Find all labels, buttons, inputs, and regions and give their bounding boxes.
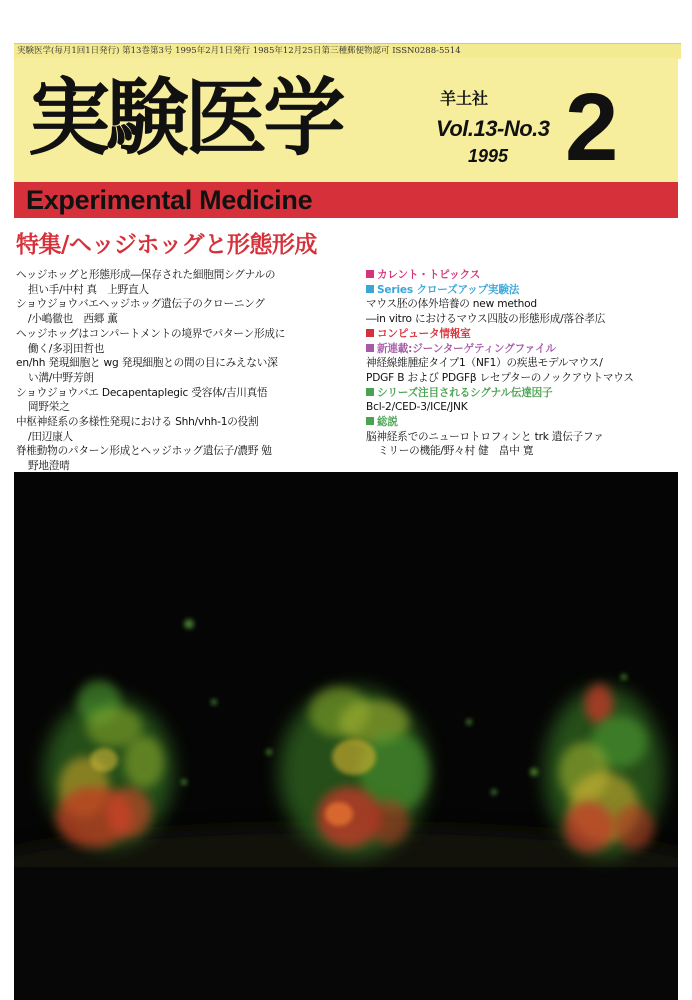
review-line: 脳神経系でのニューロトロフィンと trk 遺伝子ファ	[366, 430, 604, 443]
signal-line: Bcl-2/CED-3/ICE/JNK	[366, 401, 468, 414]
section-computer-info: コンピュータ情報室	[366, 327, 682, 342]
feature-line: 担い手/中村 真 上野直人	[28, 283, 149, 296]
feature-title: 特集/ヘッジホッグと形態形成	[16, 232, 317, 258]
feature-line: en/hh 発現細胞と wg 発現細胞との間の目にみえない深	[16, 357, 278, 370]
feature-contents	[16, 268, 356, 474]
feature-line: /小嶋徹也 西郷 薫	[28, 313, 118, 326]
feature-line: ヘッジホッグと形態形成―保存された細胞間シグナルの	[16, 269, 276, 281]
center-embryo-cluster	[279, 687, 429, 857]
volume-issue: Vol.13-No.3	[436, 116, 550, 141]
square-bullet-icon	[366, 344, 374, 352]
magazine-title-en: Experimental Medicine	[26, 185, 313, 215]
feature-line: 野地澄晴	[28, 460, 70, 473]
square-bullet-icon	[366, 270, 374, 278]
publication-info: 実験医学(毎月1回1日発行) 第13巻第3号 1995年2月1日発行 1985年12月25日第三種郵便物認可 ISSN0288-5514	[14, 43, 681, 59]
publisher-name: 羊土社	[440, 89, 489, 108]
closeup-line: マウス胚の体外培養の new method	[366, 298, 537, 311]
section-review: 総説	[366, 415, 682, 430]
section-series-closeup: Series クローズアップ実験法	[366, 283, 682, 298]
review-line: ミリーの機能/野々村 健 畠中 寛	[378, 445, 534, 458]
closeup-line: ―in vitro におけるマウス四肢の形態形成/落谷孝広	[366, 313, 606, 326]
section-signal-series: シリーズ注目されるシグナル伝達因子	[366, 386, 682, 401]
issue-month: 2	[565, 74, 619, 181]
square-bullet-icon	[366, 329, 374, 337]
feature-line: 働く/多羽田哲也	[28, 342, 105, 355]
cover-photo-fluorescence	[14, 472, 678, 1000]
feature-line: 中枢神経系の多様性発現における Shh/vhh-1の役割	[16, 416, 259, 429]
section-new-series: 新連載:ジーンターゲティングファイル	[366, 342, 682, 357]
gene-targeting-line: PDGF B および PDGFβ レセプターのノックアウトマウス	[366, 371, 634, 384]
feature-line: い溝/中野芳朗	[28, 371, 94, 384]
square-bullet-icon	[366, 388, 374, 396]
gene-targeting-line: 神経線維腫症タイプ1（NF1）の疾患モデルマウス/	[366, 357, 603, 370]
regular-contents	[366, 268, 682, 459]
feature-line: ショウジョウバエヘッジホッグ遺伝子のクローニング	[16, 298, 265, 311]
feature-line: ショウジョウバエ Decapentaplegic 受容体/吉川真悟	[16, 386, 268, 399]
square-bullet-icon	[366, 285, 374, 293]
feature-line: 岡野栄之	[28, 401, 70, 414]
magazine-title-jp: 実験医学	[28, 69, 342, 167]
section-current-topics: カレント・トピックス	[366, 268, 682, 283]
square-bullet-icon	[366, 417, 374, 425]
feature-line: 脊椎動物のパターン形成とヘッジホッグ遺伝子/濃野 勉	[16, 445, 272, 458]
feature-line: /田辺康人	[28, 430, 73, 443]
feature-line: ヘッジホッグはコンパートメントの境界でパターン形成に	[16, 327, 286, 340]
issue-year: 1995	[468, 146, 509, 166]
fluorescence-image	[14, 472, 678, 1000]
